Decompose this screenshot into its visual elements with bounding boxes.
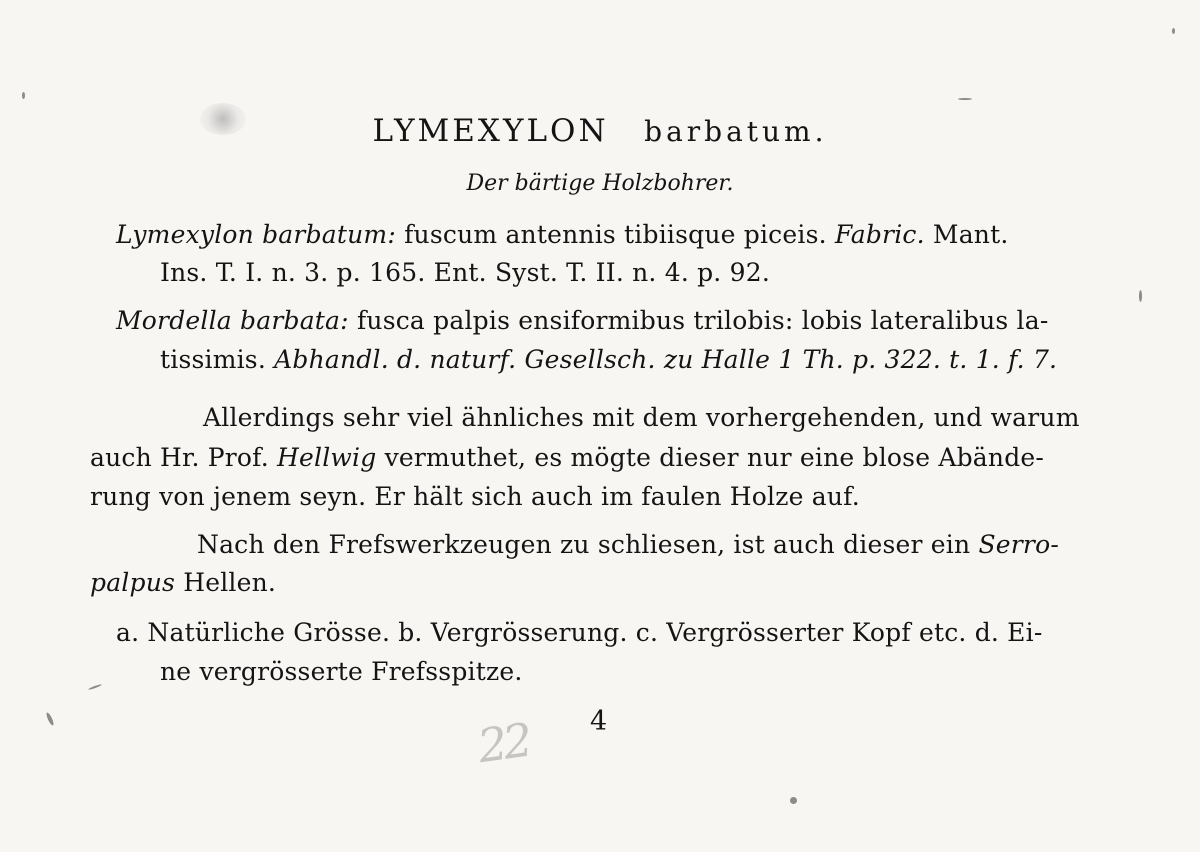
entry2-reference: Abhandl. d. naturf. Gesellsch. zu Halle: [274, 345, 771, 374]
paper-speck: [45, 712, 55, 726]
entry1-line2: Ins. T. I. n. 3. p. 165. Ent. Syst. T. II. n. 4. p. 92.: [160, 258, 770, 287]
paragraph1-line3: rung von jenem seyn. Er hält sich auch im faulen Holze auf.: [90, 482, 860, 511]
entry1-ref-rest: Mant.: [924, 220, 1009, 249]
entry1-description: fuscum antennis tibiisque piceis.: [395, 220, 835, 249]
entry2-line1: [116, 306, 1049, 335]
paragraph1-line2-end: vermuthet, es mögte dieser nur eine blose Abände-: [376, 443, 1045, 472]
entry2-line2-plain: tissimis.: [160, 345, 275, 374]
paragraph1-line2: [90, 443, 1044, 472]
species-title: [0, 113, 1200, 149]
paragraph1-line2-start: auch Hr. Prof.: [90, 443, 278, 472]
paragraph2-line1: [197, 530, 1059, 559]
paragraph2-line2-end: Hellen.: [175, 568, 277, 597]
entry1-ref-author: Fabric.: [834, 220, 925, 249]
figure-caption-line1: a. Natürliche Grösse. b. Vergrösserung. c. Vergrösserter Kopf etc. d. Ei-: [116, 618, 1043, 647]
entry2-name: Mordella barbata:: [116, 306, 349, 335]
entry1-line1: [116, 220, 1009, 249]
genus-serropalpus-part2: palpus: [90, 568, 176, 597]
entry1-name: Lymexylon barbatum:: [116, 220, 396, 249]
species-name: barbatum.: [644, 115, 828, 148]
page-number: 4: [590, 706, 608, 737]
entry2-line2: [160, 345, 1057, 374]
figure-caption-line2: ne vergrösserte Frefsspitze.: [160, 657, 523, 686]
paragraph2-line2: [90, 568, 276, 597]
faded-stamp-mark: 22: [474, 712, 533, 774]
paper-speck: [1139, 290, 1142, 302]
paper-speck: [958, 98, 972, 100]
paper-speck: [790, 797, 797, 804]
paper-speck: [1172, 28, 1175, 34]
person-name-hellwig: Hellwig: [277, 443, 377, 472]
paper-speck: [22, 92, 25, 99]
entry2-reference-tail: 1 Th. p. 322. t. 1. f. 7.: [770, 345, 1058, 374]
paragraph2-line1-start: Nach den Frefswerkzeugen zu schliesen, ist auch dieser ein: [197, 530, 979, 559]
paper-speck: [88, 684, 102, 691]
genus-serropalpus-part1: Serro-: [978, 530, 1059, 559]
common-name: Der bärtige Holzbohrer.: [466, 171, 734, 196]
genus-name: LYMEXYLON: [372, 113, 609, 149]
entry2-description: fusca palpis ensiformibus trilobis: lobis lateralibus la-: [348, 306, 1049, 335]
paragraph1-line1: Allerdings sehr viel ähnliches mit dem vorhergehenden, und warum: [203, 403, 1080, 432]
